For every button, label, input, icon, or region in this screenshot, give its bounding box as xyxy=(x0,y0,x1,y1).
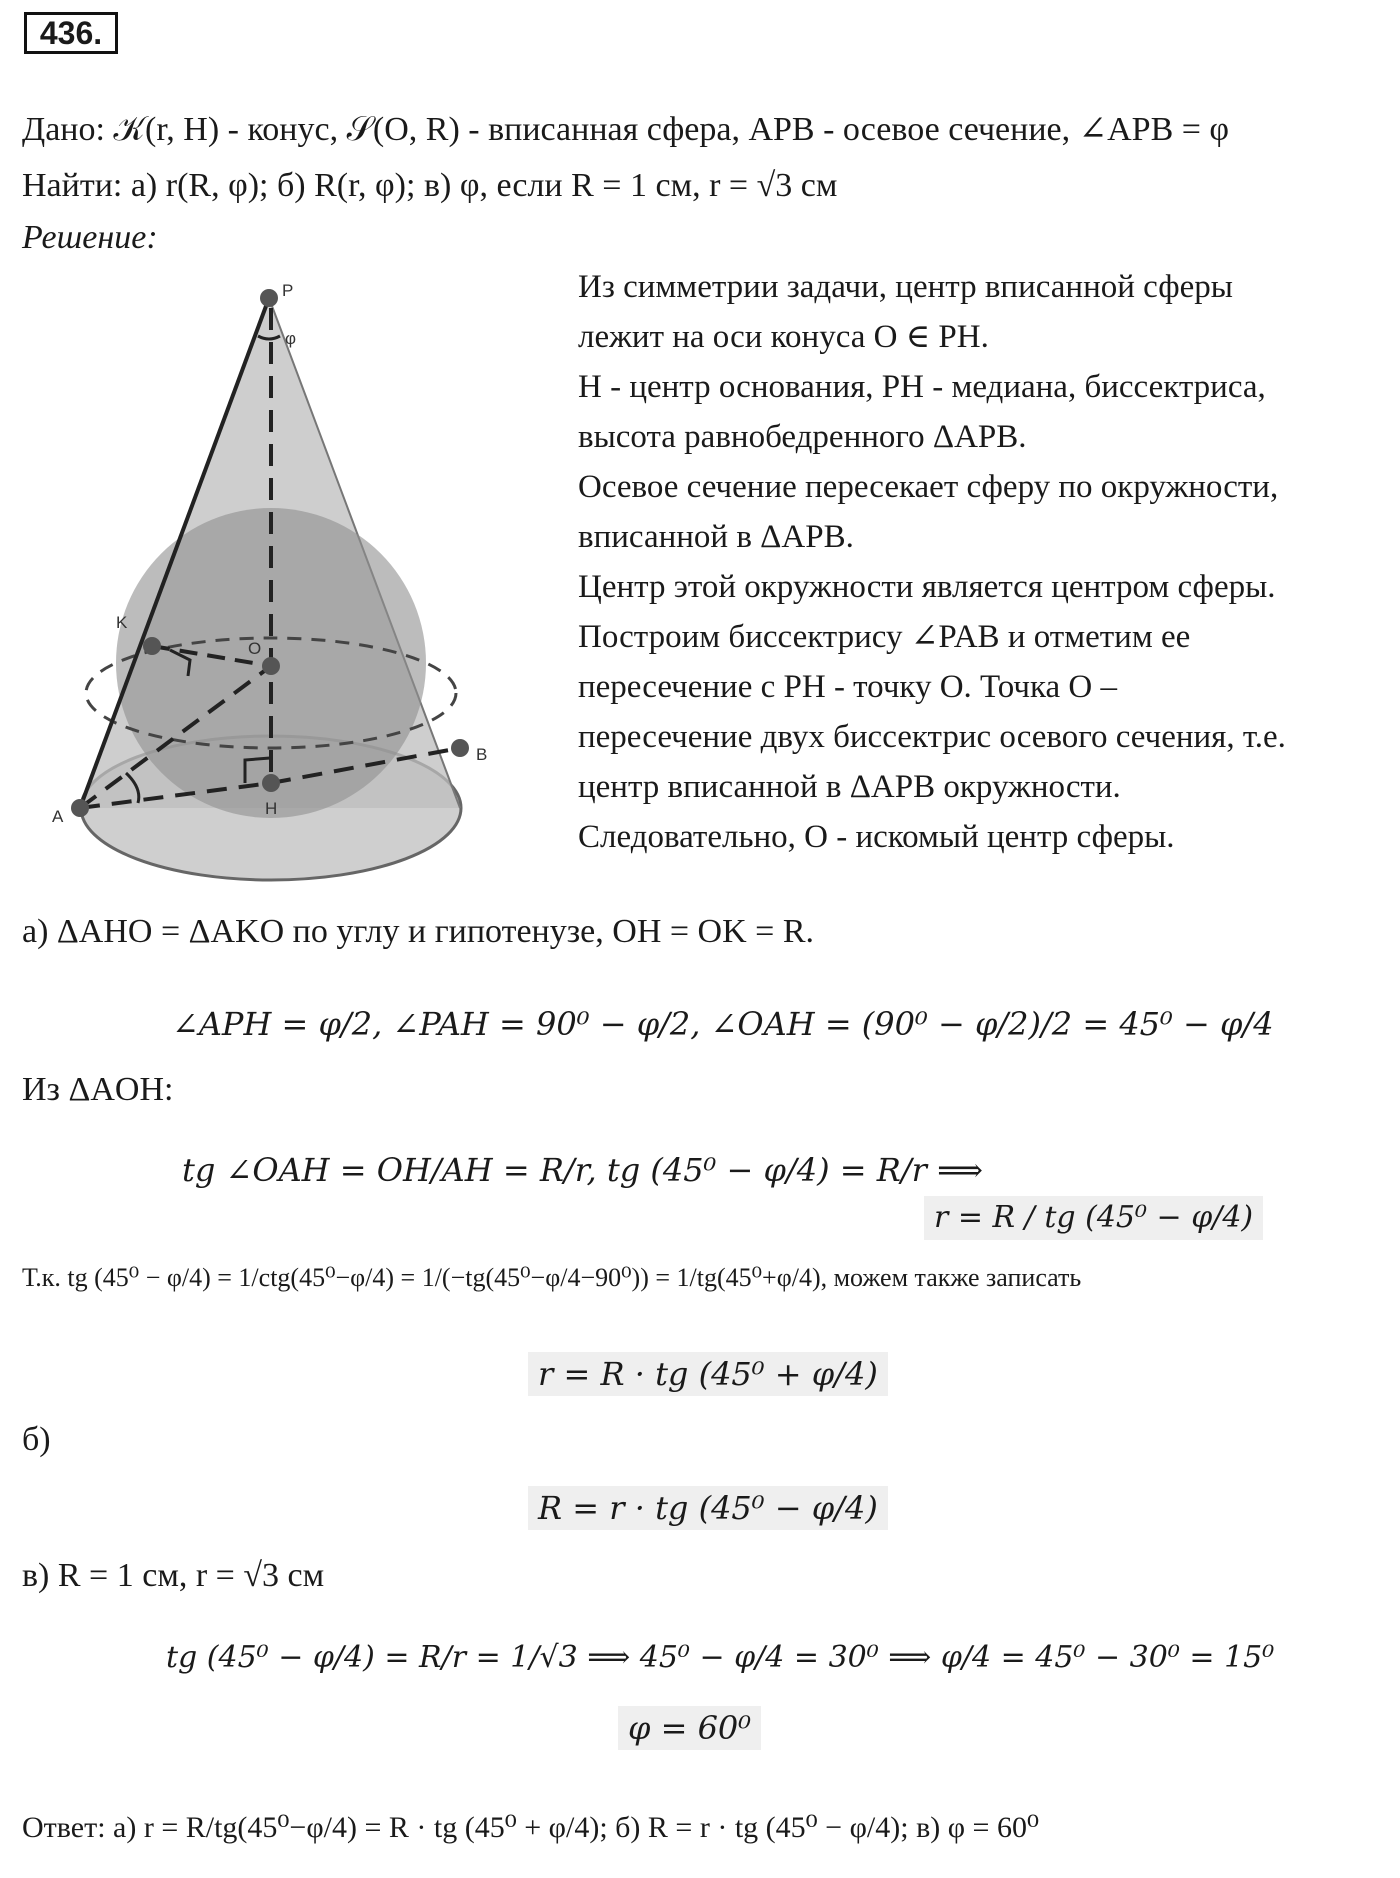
paragraph-line: Центр этой окружности является центром сферы. xyxy=(578,569,1276,605)
cone-figure xyxy=(40,268,500,888)
answer-line: Ответ: а) r = R/tg(45⁰−φ/4) = R · tg (45⁰ + φ/4); б) R = r · tg (45⁰ − φ/4); в) φ = 60⁰ xyxy=(22,1811,1039,1844)
label-A: A xyxy=(52,807,64,826)
solution-label: Решение: xyxy=(22,219,158,256)
paragraph-line: вписанной в ΔAPB. xyxy=(578,519,854,555)
paragraph-line: Осевое сечение пересекает сферу по окружности, xyxy=(578,469,1279,505)
label-K: K xyxy=(116,613,128,632)
part-c-line: в) R = 1 см, r = √3 см xyxy=(22,1557,325,1594)
phi-result: φ = 60⁰ xyxy=(618,1706,761,1750)
label-phi: φ xyxy=(285,329,297,348)
explanation-paragraph xyxy=(578,262,1368,862)
label-O: O xyxy=(248,639,262,658)
paragraph-line: центр вписанной в ΔAPB окружности. xyxy=(578,769,1121,805)
find-line: Найти: а) r(R, φ); б) R(r, φ); в) φ, если R = 1 см, r = √3 см xyxy=(22,167,838,204)
paragraph-line: высота равнобедренного ΔAPB. xyxy=(578,419,1027,455)
given-line: Дано: 𝒦(r, H) - конус, 𝒮(O, R) - вписанная сфера, APB - осевое сечение, ∠APB = φ xyxy=(22,111,1230,148)
r-formula-alt: r = R · tg (45⁰ + φ/4) xyxy=(528,1352,888,1396)
r-formula: r = R / tg (45⁰ − φ/4) xyxy=(924,1196,1263,1240)
paragraph-line: пересечение двух биссектрис осевого сечения, т.е. xyxy=(578,719,1286,755)
since-line: Т.к. tg (45⁰ − φ/4) = 1/ctg(45⁰−φ/4) = 1/(−tg(45⁰−φ/4−90⁰)) = 1/tg(45⁰+φ/4), можем также записать xyxy=(22,1263,1082,1292)
part-a-line: а) ΔAHO = ΔAKO по углу и гипотенузе, OH = OK = R. xyxy=(22,913,815,950)
paragraph-line: лежит на оси конуса O ∈ PH. xyxy=(578,319,989,355)
tangent-equation: tg ∠OAH = OH/AH = R/r, tg (45⁰ − φ/4) = R/r ⟹ xyxy=(182,1151,983,1189)
part-b-label: б) xyxy=(22,1421,51,1458)
part-c-equation: tg (45⁰ − φ/4) = R/r = 1/√3 ⟹ 45⁰ − φ/4 = 30⁰ ⟹ φ/4 = 45⁰ − 30⁰ = 15⁰ xyxy=(166,1640,1275,1675)
R-formula: R = r · tg (45⁰ − φ/4) xyxy=(528,1486,888,1530)
label-H: H xyxy=(265,799,278,818)
from-triangle-label: Из ΔAOH: xyxy=(22,1071,174,1108)
paragraph-line: Построим биссектрису ∠PAB и отметим ее xyxy=(578,619,1191,655)
label-B: B xyxy=(476,745,488,764)
paragraph-line: Из симметрии задачи, центр вписанной сферы xyxy=(578,269,1233,305)
paragraph-line: пересечение с PH - точку O. Точка O – xyxy=(578,669,1117,705)
paragraph-line: H - центр основания, PH - медиана, биссектриса, xyxy=(578,369,1266,405)
problem-number: 436. xyxy=(24,12,118,54)
paragraph-line: Следовательно, O - искомый центр сферы. xyxy=(578,819,1175,855)
angles-equation: ∠APH = φ/2, ∠PAH = 90⁰ − φ/2, ∠OAH = (90⁰ − φ/2)/2 = 45⁰ − φ/4 xyxy=(172,1005,1274,1043)
label-P: P xyxy=(282,281,294,300)
